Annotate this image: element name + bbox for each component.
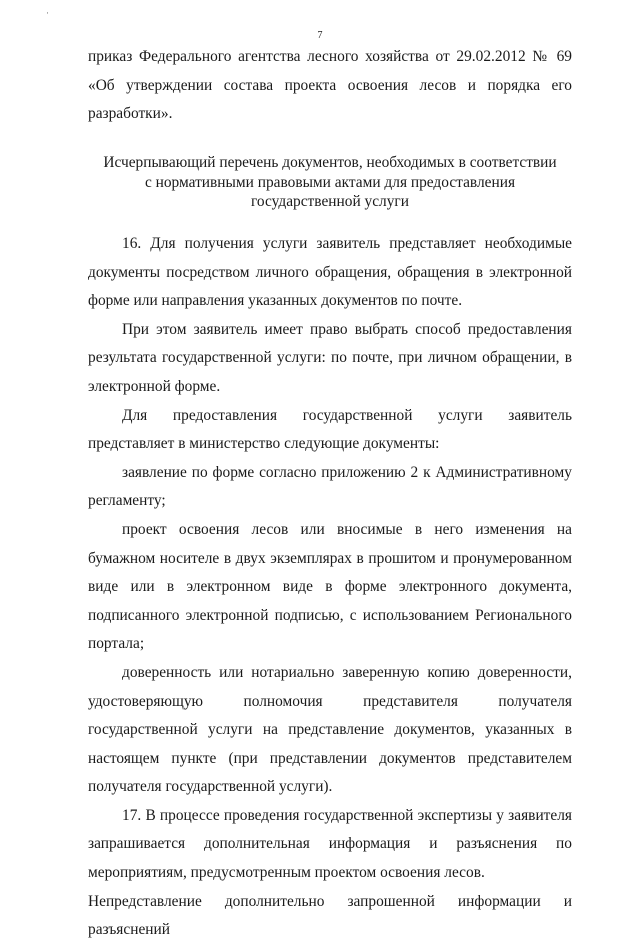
- corner-mark: ·: [46, 8, 49, 18]
- paragraph-application-form: заявление по форме согласно приложению 2 к Административному регламенту;: [88, 463, 572, 510]
- paragraph-power-of-attorney: доверенность или нотариально заверенную копию доверенности, удостоверяющую полномочия представителя получателя государственной услуги на представление документов, указанных в настоящем пункте (при представлении документов представителем получателя государственной услуги).: [88, 663, 572, 796]
- heading-line-2: с нормативными правовыми актами для предоставления: [144, 173, 516, 191]
- paragraph-delivery-choice: При этом заявитель имеет право выбрать способ предоставления результата государственной услуги: по почте, при личном обращении, в электронной форме.: [88, 320, 572, 395]
- paragraph-non-submission: Непредставление дополнительно запрошенной информации и разъяснений: [88, 892, 572, 939]
- paragraph-16: 16. Для получения услуги заявитель представляет необходимые документы посредством личного обращения, обращения в электронной форме или направления указанных документов по почте.: [88, 235, 572, 310]
- paragraph-forest-project: проект освоения лесов или вносимые в него изменения на бумажном носителе в двух экземплярах в прошитом и пронумерованном виде или в электронном виде в форме электронного документа, подписанного электронной подписью, с использованием Регионального портала;: [88, 520, 572, 653]
- paragraph-documents-intro: Для предоставления государственной услуги заявитель представляет в министерство следующие документы:: [88, 406, 572, 453]
- body-block: [88, 230, 572, 945]
- heading-line-3: государственной услуги: [251, 193, 409, 211]
- heading-line-1: Исчерпывающий перечень документов, необходимых в соответствии: [103, 154, 557, 171]
- page-number: 7: [317, 30, 323, 41]
- section-heading: [88, 153, 572, 212]
- intro-block: [88, 43, 572, 129]
- intro-paragraph: приказ Федерального агентства лесного хозяйства от 29.02.2012 № 69 «Об утверждении состава проекта освоения лесов и порядка его разработки».: [88, 48, 572, 123]
- paragraph-17: 17. В процессе проведения государственной экспертизы у заявителя запрашивается дополнительная информация и разъяснения по мероприятиям, предусмотренным проектом освоения лесов.: [88, 806, 572, 882]
